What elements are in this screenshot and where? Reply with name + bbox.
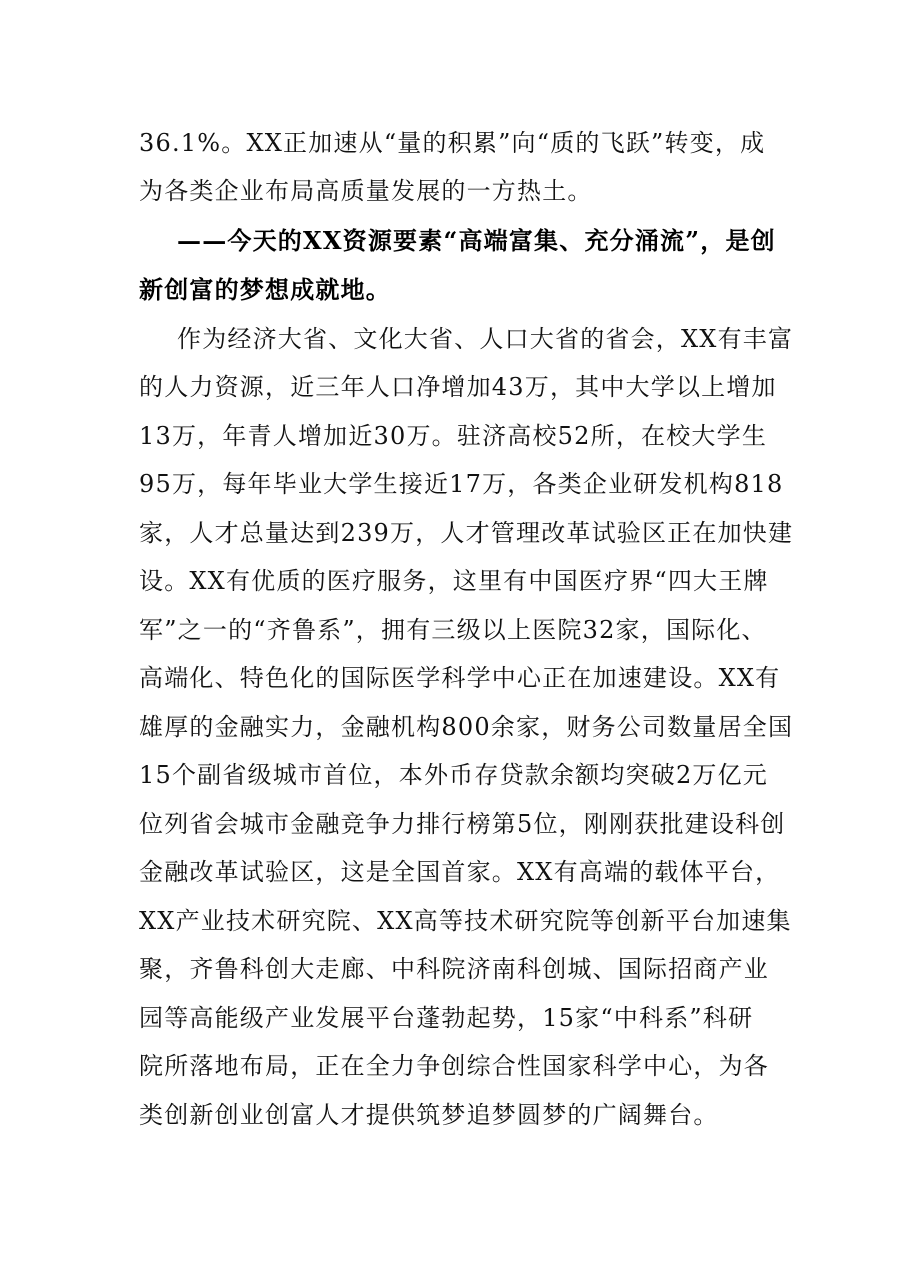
text-line: 95万，每年毕业大学生接近17万，各类企业研发机构818 (139, 470, 784, 498)
text-line: 设。XX有优质的医疗服务，这里有中国医疗界“四大王牌 (139, 567, 769, 595)
text-line: 军”之一的“齐鲁系”，拥有三级以上医院32家，国际化、 (139, 616, 767, 644)
text-line: 为各类企业布局高质量发展的一方热土。 (139, 177, 593, 205)
text-line: 的人力资源，近三年人口净增加43万，其中大学以上增加 (139, 373, 777, 401)
text-line: 聚，齐鲁科创大走廊、中科院济南科创城、国际招商产业 (139, 955, 769, 983)
text-line: 园等高能级产业发展平台蓬勃起势，15家“中科系”科研 (139, 1004, 754, 1032)
text-line: 家，人才总量达到239万，人才管理改革试验区正在加快建 (139, 519, 794, 547)
text-line: 13万，年青人增加近30万。驻济高校52所，在校大学生 (139, 422, 768, 450)
text-line: 院所落地布局，正在全力争创综合性国家科学中心，为各 (139, 1052, 769, 1080)
section-heading-line: 新创富的梦想成就地。 (139, 275, 391, 304)
section-heading-line: ——今天的XX资源要素“高端富集、充分涌流”，是创 (177, 226, 776, 255)
text-line: 15个副省级城市首位，本外币存贷款余额均突破2万亿元 (139, 761, 769, 789)
text-line: 金融改革试验区，这是全国首家。XX有高端的载体平台， (139, 858, 781, 886)
text-line: 36.1%。XX正加速从“量的积累”向“质的飞跃”转变，成 (139, 129, 766, 157)
text-line: XX产业技术研究院、XX高等技术研究院等创新平台加速集 (139, 907, 792, 935)
text-line: 作为经济大省、文化大省、人口大省的省会，XX有丰富 (177, 325, 794, 353)
text-line: 高端化、特色化的国际医学科学中心正在加速建设。XX有 (139, 664, 781, 692)
text-line: 雄厚的金融实力，金融机构800余家，财务公司数量居全国 (139, 713, 794, 741)
text-line: 位列省会城市金融竞争力排行榜第5位，刚刚获批建设科创 (139, 810, 786, 838)
text-line: 类创新创业创富人才提供筑梦追梦圆梦的广阔舞台。 (139, 1101, 719, 1129)
